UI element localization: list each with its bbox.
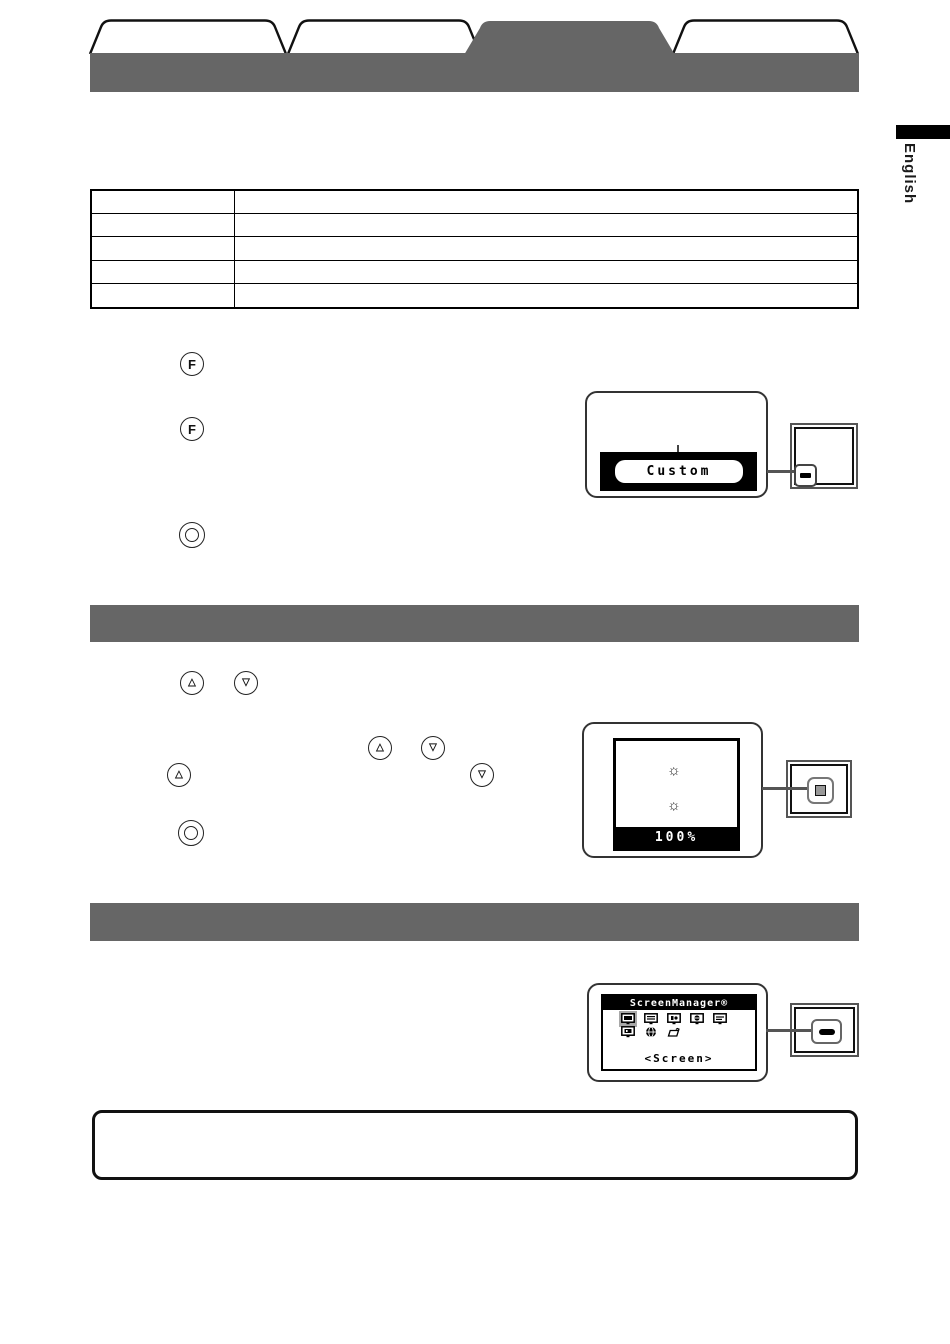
menu-icon-row [603, 1026, 755, 1038]
tab-3-active [464, 21, 675, 55]
section-header-bar [90, 903, 859, 941]
up-button-icon: △ [180, 671, 204, 695]
tab-2 [288, 21, 480, 55]
menu-icon-screen [621, 1013, 635, 1025]
callout-line [766, 1029, 811, 1032]
spec-table [90, 189, 859, 309]
menu-icon-others [621, 1026, 635, 1038]
table-row [92, 191, 857, 214]
menu-icon-powermanager [690, 1013, 704, 1025]
callout-line [767, 470, 796, 473]
brightness-icon: ☼ [667, 797, 681, 814]
up-button-icon: △ [368, 736, 392, 760]
brightness-value: 100% [616, 827, 737, 848]
adjust-button-icon [807, 777, 834, 804]
note-box [92, 1110, 858, 1180]
tab-4 [673, 21, 858, 55]
language-tab-label: English [901, 143, 918, 205]
down-button-icon: ▽ [234, 671, 258, 695]
monitor-illustration-screenmanager [587, 983, 768, 1082]
table-row [92, 214, 857, 237]
section-header-bar [90, 605, 859, 642]
f-button-icon: F [180, 417, 204, 441]
enter-button-icon [178, 820, 204, 846]
header-tab-strip [0, 0, 950, 96]
header-bar [90, 53, 859, 92]
up-button-icon: △ [167, 763, 191, 787]
menu-icon-exit [667, 1026, 681, 1038]
f-button-icon: F [180, 352, 204, 376]
language-tab-marker [896, 125, 950, 139]
table-row [92, 284, 857, 307]
brightness-icon: ☼ [667, 762, 681, 779]
mode-button-icon [794, 464, 817, 487]
selected-menu-label: <Screen> [644, 1052, 714, 1065]
screenmanager-title: ScreenManager® [603, 996, 755, 1010]
monitor-illustration-brightness [582, 722, 763, 858]
menu-icon-sound [667, 1013, 681, 1025]
monitor-illustration-custom [585, 391, 768, 498]
menu-icon-row [603, 1013, 755, 1025]
enter-button-icon [179, 522, 205, 548]
tab-1 [90, 21, 286, 55]
menu-icon-information [713, 1013, 727, 1025]
down-button-icon: ▽ [470, 763, 494, 787]
menu-icon-color [644, 1013, 658, 1025]
osd-mode-label: Custom [615, 460, 743, 483]
callout-line [762, 787, 808, 790]
screenmanager-panel [601, 994, 757, 1071]
osd-adjust-screen [613, 738, 740, 851]
table-row [92, 237, 857, 260]
menu-icon-language [644, 1026, 658, 1038]
menu-button-icon [811, 1019, 842, 1044]
table-row [92, 261, 857, 284]
down-button-icon: ▽ [421, 736, 445, 760]
